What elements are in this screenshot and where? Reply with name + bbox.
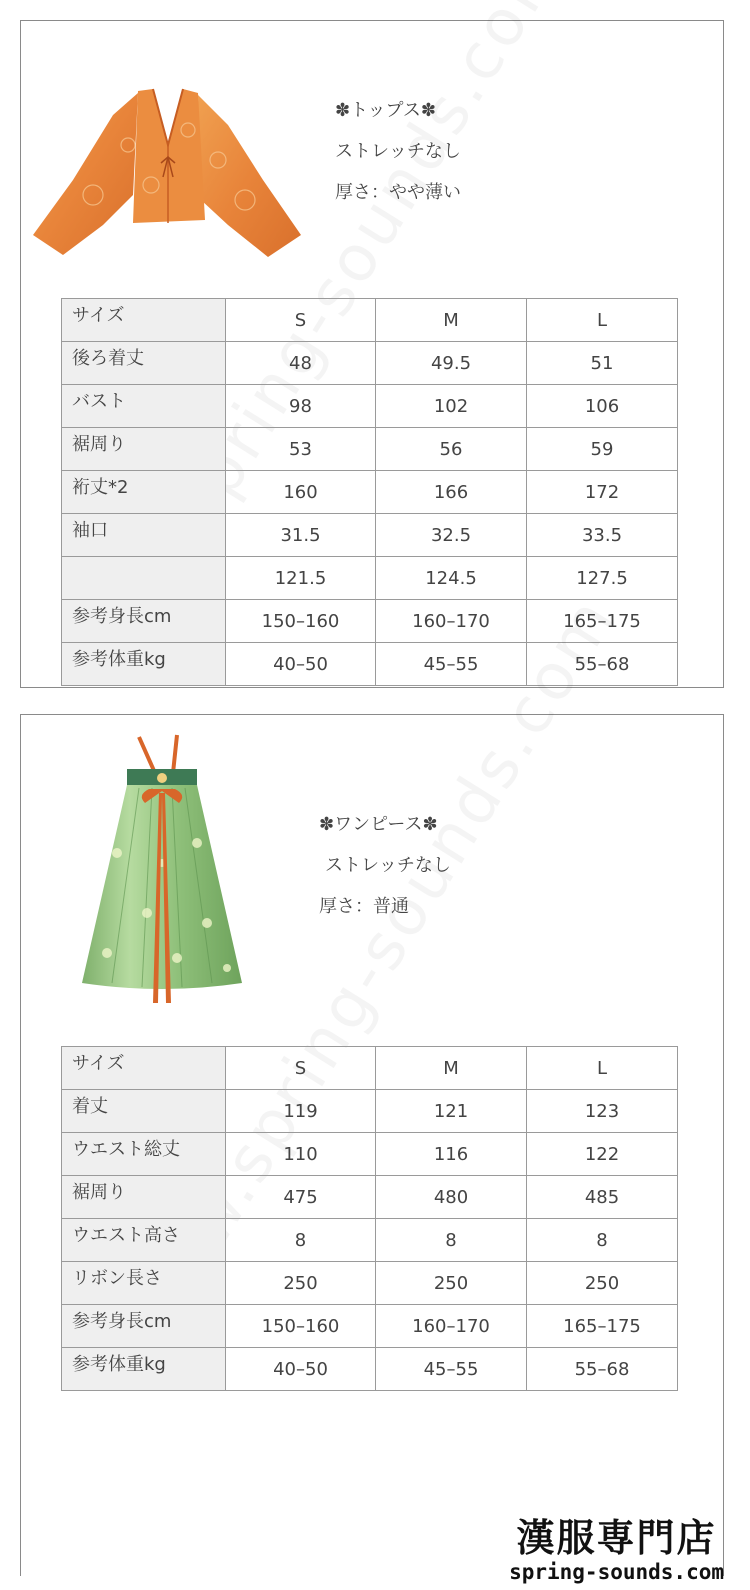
row-label: ウエスト高さ <box>62 1219 226 1262</box>
table-cell: 55–68 <box>527 1348 678 1391</box>
table-cell: 172 <box>527 471 678 514</box>
row-label: 裾周り <box>62 1176 226 1219</box>
table-cell: 59 <box>527 428 678 471</box>
tops-panel <box>20 20 724 688</box>
row-label: 参考体重kg <box>62 643 226 686</box>
size-header-m: M <box>376 299 527 342</box>
table-row <box>62 1176 678 1219</box>
table-row <box>62 1090 678 1133</box>
table-cell: 127.5 <box>527 557 678 600</box>
dress-size-table <box>61 1046 678 1391</box>
table-header-row <box>62 1047 678 1090</box>
table-row <box>62 1262 678 1305</box>
row-label: 着丈 <box>62 1090 226 1133</box>
row-label: 裄丈*2 <box>62 471 226 514</box>
table-cell: 165–175 <box>527 600 678 643</box>
table-cell: 119 <box>226 1090 376 1133</box>
tops-info <box>335 101 461 224</box>
table-cell: 475 <box>226 1176 376 1219</box>
table-cell: 8 <box>527 1219 678 1262</box>
table-cell: 150–160 <box>226 1305 376 1348</box>
table-cell: 250 <box>376 1262 527 1305</box>
table-cell: 160–170 <box>376 1305 527 1348</box>
tops-size-table <box>61 298 678 686</box>
size-header-s: S <box>226 1047 376 1090</box>
table-cell: 31.5 <box>226 514 376 557</box>
size-header-m: M <box>376 1047 527 1090</box>
table-cell: 45–55 <box>376 643 527 686</box>
dress-garment-image <box>77 733 247 1008</box>
table-cell: 102 <box>376 385 527 428</box>
row-label: 参考身長cm <box>62 1305 226 1348</box>
table-cell: 485 <box>527 1176 678 1219</box>
size-header-s: S <box>226 299 376 342</box>
table-row <box>62 557 678 600</box>
table-cell: 160 <box>226 471 376 514</box>
table-cell: 8 <box>376 1219 527 1262</box>
table-cell: 123 <box>527 1090 678 1133</box>
table-cell: 53 <box>226 428 376 471</box>
row-label: 裾周り <box>62 428 226 471</box>
table-row <box>62 1348 678 1391</box>
table-row <box>62 385 678 428</box>
table-cell: 166 <box>376 471 527 514</box>
dress-info <box>319 815 451 938</box>
table-cell: 150–160 <box>226 600 376 643</box>
table-cell: 110 <box>226 1133 376 1176</box>
table-cell: 116 <box>376 1133 527 1176</box>
table-cell: 40–50 <box>226 1348 376 1391</box>
table-cell: 121 <box>376 1090 527 1133</box>
table-cell: 106 <box>527 385 678 428</box>
tops-garment-image <box>33 85 303 265</box>
tops-stretch: ストレッチなし <box>335 141 461 162</box>
table-cell: 122 <box>527 1133 678 1176</box>
table-cell: 32.5 <box>376 514 527 557</box>
size-header-l: L <box>527 299 678 342</box>
table-row <box>62 1219 678 1262</box>
table-cell: 45–55 <box>376 1348 527 1391</box>
row-label: 参考身長cm <box>62 600 226 643</box>
tops-title: ✽トップス✽ <box>335 100 436 121</box>
brand-logo <box>509 1516 724 1584</box>
table-row <box>62 514 678 557</box>
size-header-l: L <box>527 1047 678 1090</box>
size-header-label: サイズ <box>62 1047 226 1090</box>
row-label: リボン長さ <box>62 1262 226 1305</box>
table-cell: 121.5 <box>226 557 376 600</box>
table-cell: 48 <box>226 342 376 385</box>
brand-url: spring-sounds.com <box>509 1560 724 1584</box>
table-row <box>62 600 678 643</box>
table-cell: 56 <box>376 428 527 471</box>
table-cell: 480 <box>376 1176 527 1219</box>
dress-panel <box>20 714 724 1576</box>
table-row <box>62 1305 678 1348</box>
table-cell: 49.5 <box>376 342 527 385</box>
table-cell: 33.5 <box>527 514 678 557</box>
table-row <box>62 342 678 385</box>
row-label: バスト <box>62 385 226 428</box>
table-row <box>62 428 678 471</box>
table-cell: 40–50 <box>226 643 376 686</box>
row-label: 後ろ着丈 <box>62 342 226 385</box>
row-label <box>62 557 226 600</box>
row-label: ウエスト総丈 <box>62 1133 226 1176</box>
table-cell: 8 <box>226 1219 376 1262</box>
table-cell: 124.5 <box>376 557 527 600</box>
dress-title: ✽ワンピース✽ <box>319 814 438 835</box>
brand-name: 漢服専門店 <box>516 1516 717 1560</box>
size-header-label: サイズ <box>62 299 226 342</box>
table-header-row <box>62 299 678 342</box>
tops-thickness: 厚さ：やや薄い <box>335 182 461 203</box>
row-label: 参考体重kg <box>62 1348 226 1391</box>
table-cell: 165–175 <box>527 1305 678 1348</box>
table-row <box>62 643 678 686</box>
row-label: 袖口 <box>62 514 226 557</box>
table-cell: 51 <box>527 342 678 385</box>
table-cell: 55–68 <box>527 643 678 686</box>
table-cell: 250 <box>527 1262 678 1305</box>
table-row <box>62 471 678 514</box>
table-cell: 250 <box>226 1262 376 1305</box>
table-cell: 160–170 <box>376 600 527 643</box>
dress-thickness: 厚さ：普通 <box>319 896 409 917</box>
table-row <box>62 1133 678 1176</box>
dress-stretch: ストレッチなし <box>325 855 451 876</box>
table-cell: 98 <box>226 385 376 428</box>
